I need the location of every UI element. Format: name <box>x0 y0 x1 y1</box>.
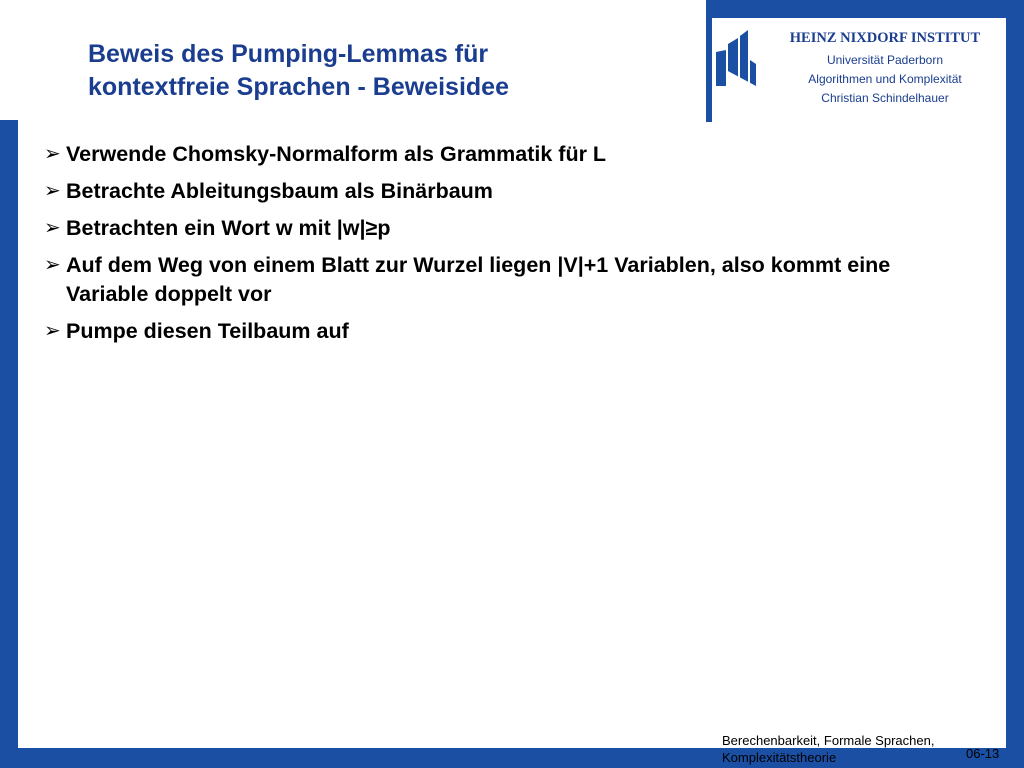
frame-right <box>1006 120 1024 768</box>
bullet-text: Betrachte Ableitungsbaum als Binärbaum <box>66 179 493 203</box>
bullet-text: Verwende Chomsky-Normalform als Grammatik für L <box>66 142 607 166</box>
course-line-1: Berechenbarkeit, Formale Sprachen, <box>722 733 935 748</box>
bullet-item <box>44 140 944 169</box>
arrow-bullet-icon: ➢ <box>44 217 61 239</box>
university-logo-icon <box>714 30 756 86</box>
page-number: 06-13 <box>966 746 1000 761</box>
frame-left <box>0 120 18 768</box>
department-name: Algorithmen und Komplexität <box>808 72 962 86</box>
slide-title <box>88 38 509 104</box>
bullet-item <box>44 177 944 206</box>
arrow-bullet-icon: ➢ <box>44 254 61 276</box>
bullet-text: Betrachten ein Wort w mit |w|≥p <box>66 216 391 240</box>
course-line-2: Komplexitätstheorie <box>722 750 837 765</box>
bullet-text: Pumpe diesen Teilbaum auf <box>66 319 349 343</box>
bullet-text: Auf dem Weg von einem Blatt zur Wurzel liegen |V|+1 Variablen, also kommt eine Variable doppelt vor <box>66 253 891 306</box>
arrow-bullet-icon: ➢ <box>44 320 61 342</box>
slide-title-line-1: Beweis des Pumping-Lemmas für <box>88 40 489 68</box>
author-name: Christian Schindelhauer <box>821 91 949 105</box>
university-name: Universität Paderborn <box>826 53 944 67</box>
bullet-list <box>44 140 944 354</box>
arrow-bullet-icon: ➢ <box>44 143 61 165</box>
slide-title-line-2: kontextfreie Sprachen - Beweisidee <box>88 73 509 101</box>
bullet-item <box>44 317 944 346</box>
course-name <box>722 732 934 766</box>
bullet-item <box>44 214 944 243</box>
institute-name: HEINZ NIXDORF INSTITUT <box>789 30 981 46</box>
arrow-bullet-icon: ➢ <box>44 180 61 202</box>
bullet-item <box>44 251 944 309</box>
